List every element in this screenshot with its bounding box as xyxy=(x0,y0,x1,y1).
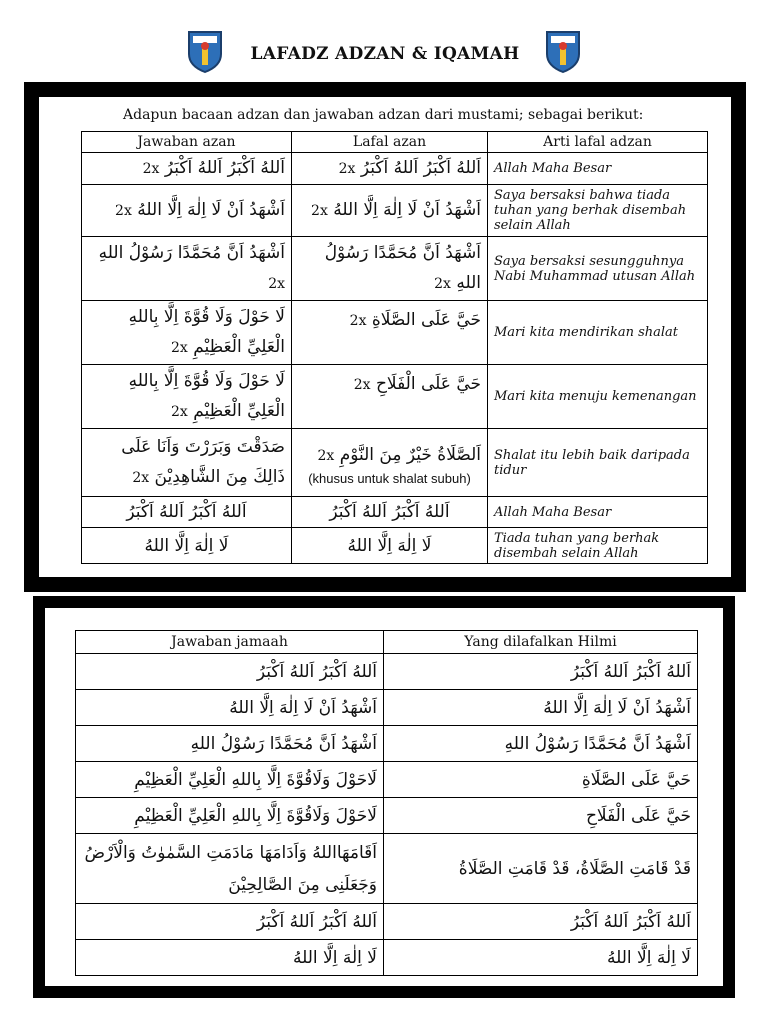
lafal-hilmi-cell: قَدْ قَامَتِ الصَّلَاةُ، قَدْ قَامَتِ الصَّلَاةُ xyxy=(384,834,698,904)
table-row xyxy=(76,726,698,762)
col-header-lafal-hilmi: Yang dilafalkan Hilmi xyxy=(384,631,698,654)
lafal-cell: اَللهُ اَكْبَرُ اَللهُ اَكْبَرُ xyxy=(292,497,488,528)
intro-text: Adapun bacaan adzan dan jawaban adzan dari mustami; sebagai berikut: xyxy=(123,107,644,123)
jawaban-cell: اَشْهَدُ اَنَّ مُحَمَّدًا رَسُوْلُ اللهِ 2x xyxy=(82,237,292,301)
arti-cell: Tiada tuhan yang berhak disembah selain Allah xyxy=(488,528,708,564)
arti-cell: Saya bersaksi bahwa tiada tuhan yang berhak disembah selain Allah xyxy=(488,185,708,237)
col-header-arti: Arti lafal adzan xyxy=(488,132,708,153)
jawaban-cell: صَدَقْتَ وَبَرَرْتَ وَاَنَا عَلَى ذَالِكَ مِنَ الشَّاهِدِيْنَ 2x xyxy=(82,429,292,497)
table-row xyxy=(82,365,708,429)
subuh-note: (khusus untuk shalat subuh) xyxy=(308,470,471,486)
arti-cell: Allah Maha Besar xyxy=(488,153,708,185)
jawaban-jamaah-cell: اَشْهَدُ اَنَّ مُحَمَّدًا رَسُوْلُ اللهِ xyxy=(76,726,384,762)
page-title: LAFADZ ADZAN & IQAMAH xyxy=(250,44,520,64)
table-row xyxy=(82,237,708,301)
table-row xyxy=(76,690,698,726)
iqamah-panel-inner xyxy=(44,607,724,987)
jawaban-jamaah-cell: لَا اِلٰهَ اِلَّا اللهُ xyxy=(76,940,384,976)
lafal-cell: حَيَّ عَلَى الصَّلَاةِ 2x xyxy=(292,301,488,365)
jawaban-cell: اَللهُ اَكْبَرُ اَللهُ اَكْبَرُ 2x xyxy=(82,153,292,185)
table-row xyxy=(76,940,698,976)
jawaban-cell: لَا حَوْلَ وَلَا قُوَّةَ اِلَّا بِاللهِ الْعَلِيِّ الْعَظِيْمِ 2x xyxy=(82,365,292,429)
adzan-panel-inner xyxy=(38,96,732,578)
lafal-hilmi-cell: حَيَّ عَلَى الصَّلَاةِ xyxy=(384,762,698,798)
lafal-cell: اَشْهَدُ اَنْ لَا اِلٰهَ اِلَّا اللهُ 2x xyxy=(292,185,488,237)
table-row xyxy=(82,153,708,185)
table-row xyxy=(76,762,698,798)
page-header xyxy=(0,0,768,80)
table-row xyxy=(82,528,708,564)
jawaban-jamaah-cell: اَقَامَهَااللهُ وَاَدَامَهَا مَادَمَتِ السَّمٰوٰتُ وَالْاَرْضُ وَجَعَلَنِى مِنَ الصَّالِحِيْنَ xyxy=(76,834,384,904)
iqamah-table xyxy=(75,630,698,976)
lafal-cell: حَيَّ عَلَى الْفَلَاحِ 2x xyxy=(292,365,488,429)
jawaban-cell: اَشْهَدُ اَنْ لَا اِلٰهَ اِلَّا اللهُ 2x xyxy=(82,185,292,237)
iqamah-panel xyxy=(33,596,735,998)
lafal-cell: لَا اِلٰهَ اِلَّا اللهُ xyxy=(292,528,488,564)
lafal-hilmi-cell: حَيَّ عَلَى الْفَلَاحِ xyxy=(384,798,698,834)
arti-cell: Allah Maha Besar xyxy=(488,497,708,528)
arti-cell: Mari kita mendirikan shalat xyxy=(488,301,708,365)
jawaban-jamaah-cell: اَللهُ اَكْبَرُ اَللهُ اَكْبَرُ xyxy=(76,904,384,940)
school-logo-right xyxy=(543,28,583,74)
school-logo-left xyxy=(185,28,225,74)
table-row xyxy=(82,301,708,365)
jawaban-cell: لَا اِلٰهَ اِلَّا اللهُ xyxy=(82,528,292,564)
col-header-jawaban-jamaah: Jawaban jamaah xyxy=(76,631,384,654)
jawaban-jamaah-cell: اَللهُ اَكْبَرُ اَللهُ اَكْبَرُ xyxy=(76,654,384,690)
table-row xyxy=(76,834,698,904)
lafal-cell: اَللهُ اَكْبَرُ اَللهُ اَكْبَرُ 2x xyxy=(292,153,488,185)
table-row xyxy=(82,429,708,497)
jawaban-jamaah-cell: لَاحَوْلَ وَلَاقُوَّةَ اِلَّا بِاللهِ الْعَلِيِّ الْعَظِيْمِ xyxy=(76,762,384,798)
jawaban-cell: لَا حَوْلَ وَلَا قُوَّةَ اِلَّا بِاللهِ الْعَلِيِّ الْعَظِيْمِ 2x xyxy=(82,301,292,365)
lafal-cell: اَشْهَدُ اَنَّ مُحَمَّدًا رَسُوْلُ اللهِ 2x xyxy=(292,237,488,301)
jawaban-cell: اَللهُ اَكْبَرُ اَللهُ اَكْبَرُ xyxy=(82,497,292,528)
arti-cell: Saya bersaksi sesungguhnya Nabi Muhammad utusan Allah xyxy=(488,237,708,301)
arti-cell: Shalat itu lebih baik daripada tidur xyxy=(488,429,708,497)
table-row xyxy=(82,497,708,528)
table-row xyxy=(76,654,698,690)
table-row xyxy=(82,185,708,237)
table-row xyxy=(76,798,698,834)
lafal-hilmi-cell: اَللهُ اَكْبَرُ اَللهُ اَكْبَرُ xyxy=(384,904,698,940)
col-header-jawaban: Jawaban azan xyxy=(82,132,292,153)
table-row xyxy=(76,904,698,940)
lafal-hilmi-cell: اَللهُ اَكْبَرُ اَللهُ اَكْبَرُ xyxy=(384,654,698,690)
lafal-hilmi-cell: اَشْهَدُ اَنَّ مُحَمَّدًا رَسُوْلُ اللهِ xyxy=(384,726,698,762)
lafal-hilmi-cell: لَا اِلٰهَ اِلَّا اللهُ xyxy=(384,940,698,976)
arti-cell: Mari kita menuju kemenangan xyxy=(488,365,708,429)
adzan-table xyxy=(81,131,708,564)
jawaban-jamaah-cell: اَشْهَدُ اَنْ لَا اِلٰهَ اِلَّا اللهُ xyxy=(76,690,384,726)
lafal-hilmi-cell: اَشْهَدُ اَنْ لَا اِلٰهَ اِلَّا اللهُ xyxy=(384,690,698,726)
jawaban-jamaah-cell: لَاحَوْلَ وَلَاقُوَّةَ اِلَّا بِاللهِ الْعَلِيِّ الْعَظِيْمِ xyxy=(76,798,384,834)
iqamah-table-header xyxy=(76,631,698,654)
adzan-panel xyxy=(24,82,746,592)
col-header-lafal: Lafal azan xyxy=(292,132,488,153)
adzan-table-header xyxy=(82,132,708,153)
lafal-cell: اَلصَّلَاةُ خَيْرٌ مِنَ النَّوْمِ 2x (khusus untuk shalat subuh) xyxy=(292,429,488,497)
